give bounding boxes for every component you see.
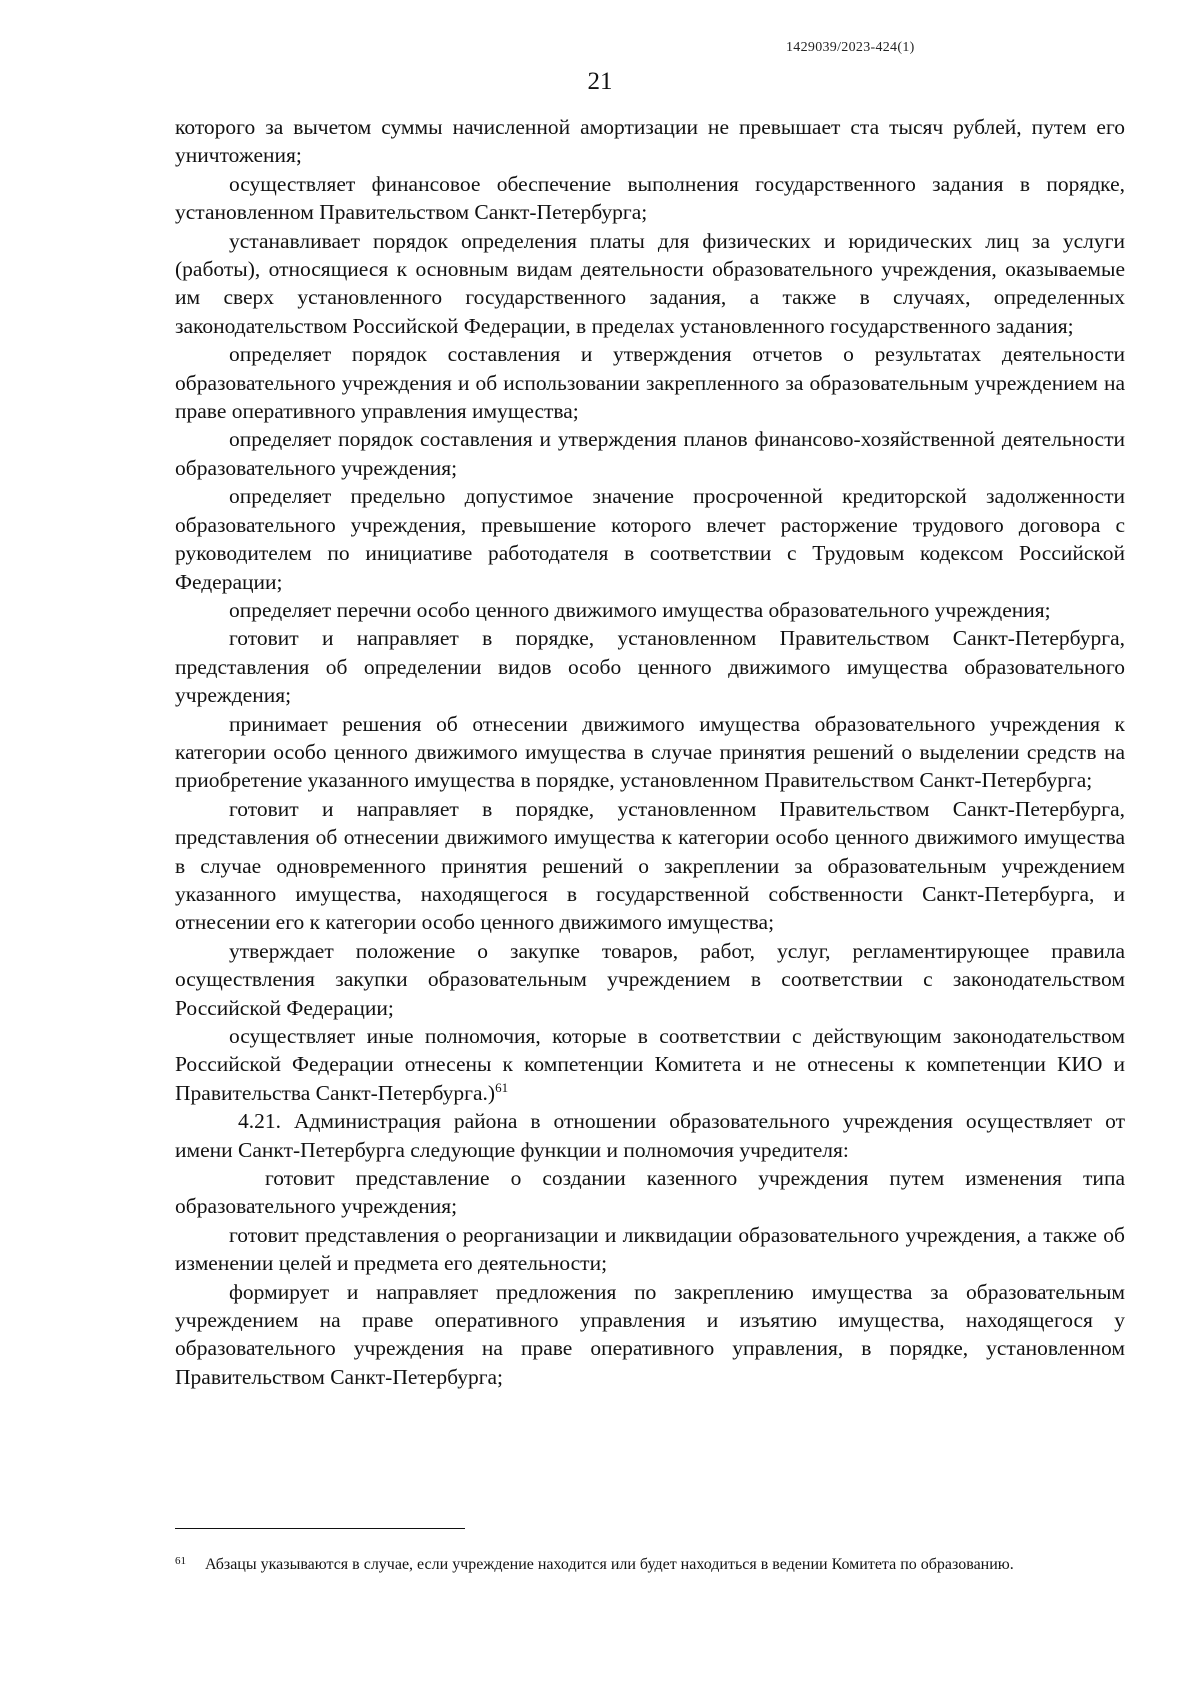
document-body [175, 113, 1125, 1391]
section-paragraph: 4.21. Администрация района в отношении образовательного учреждения осуществляет от имени Санкт-Петербурга следующие функции и полномочия учредителя: [175, 1109, 1125, 1162]
document-id: 1429039/2023-424(1) [786, 40, 915, 55]
paragraph-text: осуществляет иные полномочия, которые в соответствии с действующим законодательством Российской Федерации отнесены к компетенции Комитета и не отнесены к компетенции КИО и Правительства Санкт-Петербурга.) [175, 1024, 1125, 1105]
paragraph: готовит и направляет в порядке, установленном Правительством Санкт-Петербурга, представления об определении видов особо ценного движимого имущества образовательного учреждения; [175, 626, 1125, 708]
paragraph: определяет перечни особо ценного движимого имущества образовательного учреждения; [229, 597, 1051, 622]
paragraph: определяет предельно допустимое значение просроченной кредиторской задолженности образовательного учреждения, превышение которого влечет расторжение трудового договора с руководителем по инициативе работодателя в соответствии с Трудовым кодексом Российской Федерации; [175, 484, 1125, 594]
page-number: 21 [587, 68, 613, 95]
paragraph: готовит и направляет в порядке, установленном Правительством Санкт-Петербурга, представления об отнесении движимого имущества к категории особо ценного движимого имущества в случае одновременного принятия решений о закреплении за образовательным учреждением указанного имущества, находящегося в государственной собственности Санкт-Петербурга, и отнесении его к категории особо ценного движимого имущества; [175, 796, 1125, 935]
footnote-separator [175, 1528, 465, 1529]
paragraph: которого за вычетом суммы начисленной амортизации не превышает ста тысяч рублей, путем его уничтожения; [175, 115, 1125, 168]
paragraph: определяет порядок составления и утверждения планов финансово-хозяйственной деятельности образовательного учреждения; [175, 427, 1125, 480]
footnote [175, 1554, 1125, 1576]
paragraph: принимает решения об отнесении движимого имущества образовательного учреждения к категории особо ценного движимого имущества в случае принятия решений о выделении средств на приобретение указанного имущества в порядке, установленном Правительством Санкт-Петербурга; [175, 711, 1125, 793]
paragraph-with-footnote [175, 1022, 1125, 1107]
footnote-text: Абзацы указываются в случае, если учреждение находится или будет находиться в ведении Комитета по образованию. [205, 1556, 1014, 1573]
paragraph: определяет порядок составления и утверждения отчетов о результатах деятельности образовательного учреждения и об использовании закрепленного за образовательным учреждением на праве оперативного управления имущества; [175, 342, 1125, 424]
paragraph: осуществляет финансовое обеспечение выполнения государственного задания в порядке, установленном Правительством Санкт-Петербурга; [175, 171, 1125, 225]
paragraph: устанавливает порядок определения платы для физических и юридических лиц за услуги (работы), относящиеся к основным видам деятельности образовательного учреждения, оказываемые им сверх установленного государственного задания, а также в случаях, определенных законодательством Российской Федерации, в пределах установленного государственного задания; [175, 228, 1125, 338]
footnote-reference: 61 [495, 1079, 509, 1095]
paragraph: готовит представления о реорганизации и ликвидации образовательного учреждения, а также об изменении целей и предмета его деятельности; [175, 1222, 1125, 1276]
footnote-mark: 61 [175, 1555, 186, 1567]
paragraph: утверждает положение о закупке товаров, работ, услуг, регламентирующее правила осуществления закупки образовательным учреждением в соответствии с законодательством Российской Федерации; [175, 938, 1125, 1020]
paragraph: формирует и направляет предложения по закреплению имущества за образовательным учреждением на праве оперативного управления и изъятию имущества, находящегося у образовательного учреждения на праве оперативного управления, в порядке, установленном Правительством Санкт-Петербурга; [175, 1279, 1125, 1389]
paragraph: готовит представление о создании казенного учреждения путем изменения типа образовательного учреждения; [175, 1166, 1125, 1219]
